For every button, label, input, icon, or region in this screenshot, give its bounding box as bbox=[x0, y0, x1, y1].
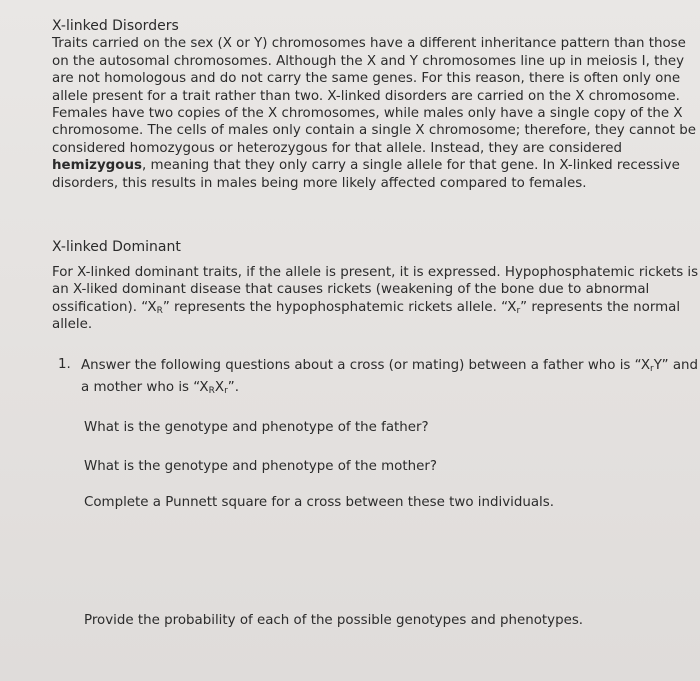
hemizygous-term: hemizygous bbox=[52, 158, 142, 174]
paragraph-line: are not homologous and do not carry the same genes. For this reason, there is often only one bbox=[52, 71, 681, 87]
paragraph-text: , meaning that they only carry a single allele for that gene. In X-linked recessive bbox=[141, 158, 680, 174]
paragraph-text: ” represents the hypophosphatemic rickets allele. “X bbox=[162, 299, 517, 315]
allele-subscript: r bbox=[650, 364, 654, 374]
x-linked-disorders-heading: X-linked Disorders bbox=[52, 18, 179, 34]
question-text: X bbox=[214, 380, 225, 395]
allele-subscript: R bbox=[208, 386, 215, 396]
paragraph-text: ” represents the normal bbox=[520, 299, 681, 315]
paragraph-line bbox=[52, 299, 681, 316]
x-linked-dominant-paragraph bbox=[52, 264, 699, 334]
paragraph-line: disorders, this results in males being more likely affected compared to females. bbox=[52, 175, 587, 191]
allele-subscript: R bbox=[156, 305, 163, 316]
paragraph-line: an X-liked dominant disease that causes rickets (weakening of the bone due to abnormal bbox=[52, 282, 650, 298]
x-linked-dominant-heading: X-linked Dominant bbox=[52, 239, 181, 255]
question-text: a mother who is “X bbox=[81, 380, 209, 395]
question-number: 1. bbox=[58, 357, 71, 372]
allele-subscript: r bbox=[516, 305, 521, 316]
question-father-genotype: What is the genotype and phenotype of the father? bbox=[84, 420, 429, 435]
allele-subscript: r bbox=[224, 386, 228, 396]
question-line bbox=[81, 357, 698, 374]
paragraph-line: For X-linked dominant traits, if the allele is present, it is expressed. Hypophosphatemic rickets is bbox=[52, 265, 699, 280]
question-text: Answer the following questions about a cross (or mating) between a father who is “X bbox=[81, 358, 650, 373]
paragraph-line: considered homozygous or heterozygous for that allele. Instead, they are considered bbox=[52, 140, 622, 156]
paragraph-line bbox=[52, 157, 680, 174]
paragraph-text: ossification). “X bbox=[52, 299, 157, 315]
paragraph-line: Females have two copies of the X chromosomes, while males only have a single copy of the X bbox=[52, 106, 683, 122]
question-line bbox=[81, 379, 239, 396]
paragraph-line: Traits carried on the sex (X or Y) chromosomes have a different inheritance pattern than those bbox=[52, 36, 686, 52]
question-text: Y” and bbox=[653, 358, 699, 373]
paragraph-line: allele. bbox=[52, 317, 93, 333]
question-text: ”. bbox=[227, 380, 239, 395]
question-punnett-square: Complete a Punnett square for a cross between these two individuals. bbox=[84, 495, 555, 510]
paragraph-line: allele present for a trait rather than two. X-linked disorders are carried on the X chromosome. bbox=[52, 88, 680, 104]
x-linked-disorders-section bbox=[52, 18, 696, 192]
paragraph-line: chromosome. The cells of males only contain a single X chromosome; therefore, they cannot be bbox=[52, 123, 696, 139]
question-mother-genotype: What is the genotype and phenotype of the mother? bbox=[84, 459, 437, 474]
paragraph-line: on the autosomal chromosomes. Although the X and Y chromosomes line up in meiosis I, they bbox=[52, 53, 685, 69]
question-probabilities: Provide the probability of each of the possible genotypes and phenotypes. bbox=[84, 613, 584, 628]
